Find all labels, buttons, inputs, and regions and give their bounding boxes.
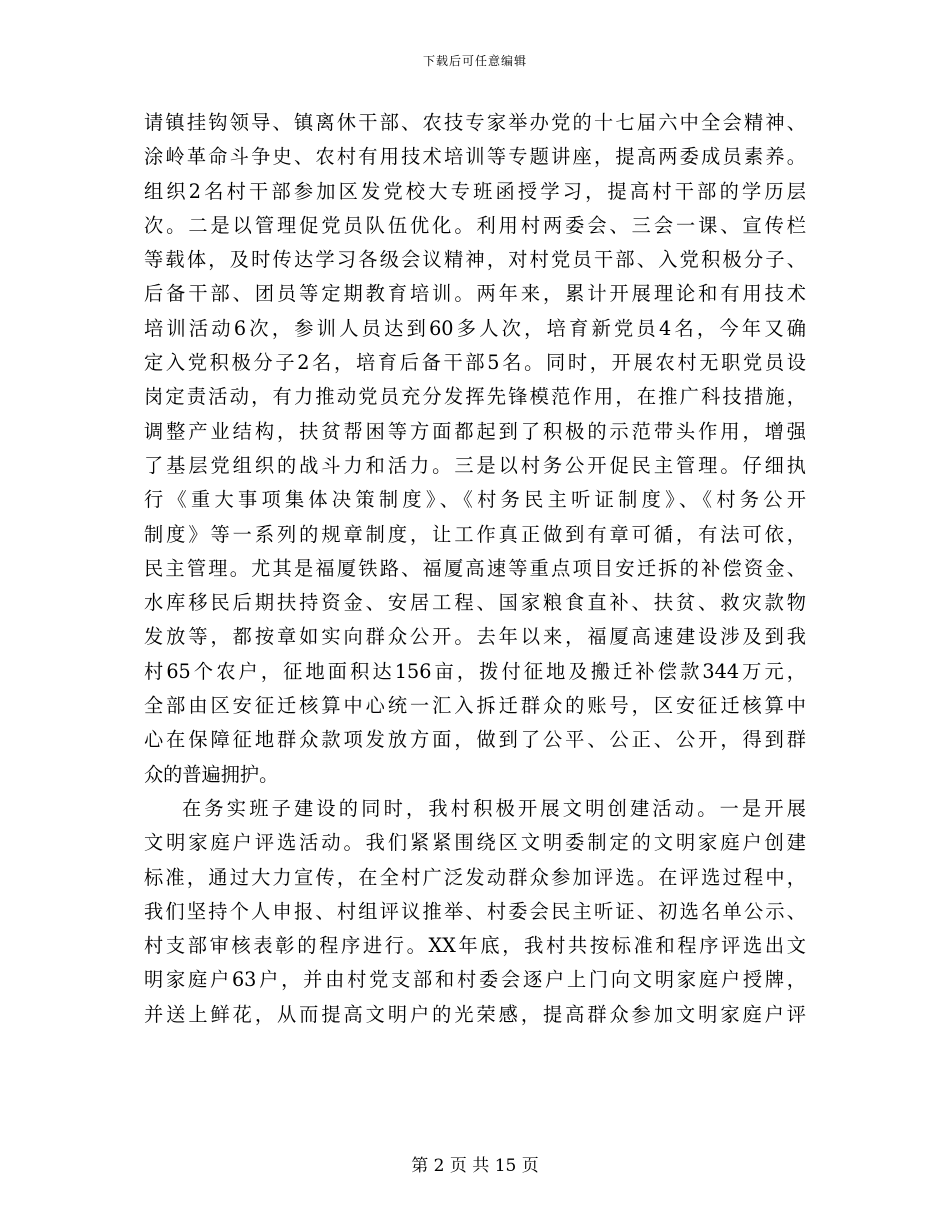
text-line: 文明家庭户评选活动。我们紧紧围绕区文明委制定的文明家庭户创建 [144,831,806,855]
text-line-last: 众的普遍拥护。 [144,762,279,786]
text-line-indented: 在务实班子建设的同时，我村积极开展文明创建活动。一是开展 [182,796,806,820]
text-line: 心在保障征地群众款项发放方面，做到了公平、公正、公开，得到群 [144,728,806,752]
document-body [144,106,806,1032]
text-line: 标准，通过大力宣传，在全村广泛发动群众参加评选。在评选过程中， [144,865,806,889]
text-line: 请镇挂钩领导、镇离休干部、农技专家举办党的十七届六中全会精神、 [144,111,806,134]
text-line: 定入党积极分子2名，培育后备干部5名。同时，开展农村无职党员设 [144,351,806,375]
text-line: 组织2名村干部参加区发党校大专班函授学习，提高村干部的学历层 [144,179,806,203]
text-line: 制度》等一系列的规章制度，让工作真正做到有章可循，有法可依， [144,522,806,546]
text-line: 并送上鲜花，从而提高文明户的光荣感，提高群众参加文明家庭户评 [144,1002,806,1026]
text-line: 全部由区安征迁核算中心统一汇入拆迁群众的账号，区安征迁核算中 [144,694,806,718]
text-line: 等载体，及时传达学习各级会议精神，对村党员干部、入党积极分子、 [144,248,806,272]
text-line: 行《重大事项集体决策制度》、《村务民主听证制度》、《村务公开 [144,488,806,512]
text-line: 了基层党组织的战斗力和活力。三是以村务公开促民主管理。仔细执 [144,453,806,477]
text-line: 涂岭革命斗争史、农村有用技术培训等专题讲座，提高两委成员素养。 [144,145,806,169]
text-line: 培训活动6次，参训人员达到60多人次，培育新党员4名，今年又确 [144,316,806,340]
text-line: 村65个农户，征地面积达156亩，拨付征地及搬迁补偿款344万元， [144,659,806,683]
text-line: 我们坚持个人申报、村组评议推举、村委会民主听证、初选名单公示、 [144,899,806,923]
text-line: 后备干部、团员等定期教育培训。两年来，累计开展理论和有用技术 [144,282,806,306]
text-line: 村支部审核表彰的程序进行。XX年底，我村共按标准和程序评选出文 [144,934,806,958]
text-line: 次。二是以管理促党员队伍优化。利用村两委会、三会一课、宣传栏 [144,213,806,237]
text-line: 水库移民后期扶持资金、安居工程、国家粮食直补、扶贫、救灾款物 [144,591,806,615]
page-number-footer: 第 2 页 共 15 页 [411,1156,539,1176]
text-line: 明家庭户63户，并由村党支部和村委会逐户上门向文明家庭户授牌， [144,968,806,992]
text-line: 岗定责活动，有力推动党员充分发挥先锋模范作用，在推广科技措施， [144,385,806,409]
page-header: 下载后可任意编辑 [422,54,527,68]
paragraph-2 [144,792,806,1032]
paragraph-1 [144,106,806,792]
text-line: 发放等，都按章如实向群众公开。去年以来，福厦高速建设涉及到我 [144,625,806,649]
text-line: 民主管理。尤其是福厦铁路、福厦高速等重点项目安迁拆的补偿资金、 [144,556,806,580]
text-line: 调整产业结构，扶贫帮困等方面都起到了积极的示范带头作用，增强 [144,419,806,443]
